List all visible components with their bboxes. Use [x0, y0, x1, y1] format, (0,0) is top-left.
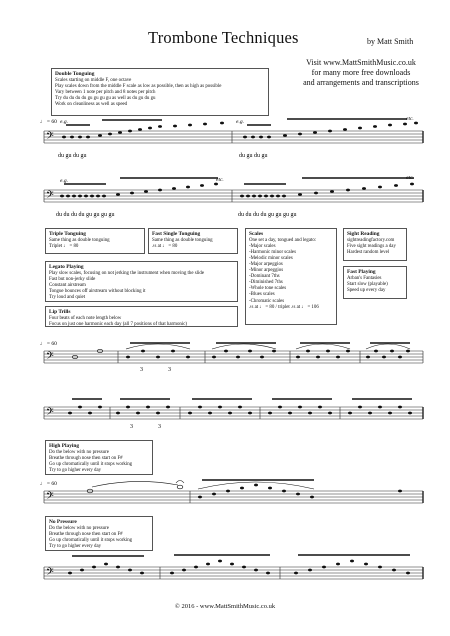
double-tonguing-box	[51, 68, 269, 116]
no-pressure-box	[45, 516, 153, 551]
visit-line: for many more free downloads	[311, 68, 411, 77]
bass-clef-icon: 𝄢	[46, 566, 54, 580]
box-heading: Triple Tonguing	[49, 231, 86, 237]
fast-single-tonguing-box	[148, 228, 238, 254]
sight-reading-box	[343, 228, 407, 261]
box-heading: Fast Playing	[347, 269, 376, 275]
staff-system-4	[0, 395, 450, 431]
box-line: ♪s at ♩ = 80 / triplet ♪s at ♩ = 106	[249, 304, 319, 310]
box-line: Try to go higher every day	[49, 467, 102, 473]
box-line: -Major arpeggios	[249, 261, 283, 267]
box-line: One set a day, tongued and legato:	[249, 237, 317, 243]
staff-system-2	[0, 172, 450, 222]
tempo-marking: ♩ = 60	[40, 119, 57, 125]
box-line: Do the below with no pressure	[49, 525, 109, 531]
eg-label: e.g.	[60, 178, 68, 184]
author: by Matt Smith	[367, 37, 414, 46]
box-line: Four beats of each note length below	[49, 315, 122, 321]
box-line: Breathe through nose then start on F#	[49, 531, 123, 537]
box-line: ♪s at ♩ = 80	[152, 243, 178, 249]
box-line: Try loud and quiet	[49, 294, 86, 300]
bass-clef-icon: 𝄢	[46, 406, 54, 420]
box-line: Same thing as double tonguing	[49, 237, 110, 243]
high-playing-box	[45, 440, 153, 475]
box-line: Do the below with no pressure	[49, 449, 109, 455]
etc-label: etc.	[216, 177, 224, 183]
bass-clef-icon: 𝄢	[46, 350, 54, 364]
box-heading: Double Tonguing	[55, 71, 95, 77]
box-line: Constant airstream	[49, 282, 86, 288]
page-title: Trombone Techniques	[148, 28, 299, 47]
scales-box	[245, 228, 337, 325]
box-heading: Scales	[249, 231, 264, 237]
box-heading: Sight Reading	[347, 231, 380, 237]
box-line: Hardest random level	[347, 249, 390, 255]
box-heading: No Pressure	[49, 519, 77, 525]
box-line: Try du du du du gu gu gu gu as well as du gu du gu	[55, 95, 156, 101]
box-line: -Blues scales	[249, 292, 275, 298]
visit-line: and arrangements and transcriptions	[303, 78, 419, 87]
lip-trills-box	[45, 306, 238, 327]
staff-system-3	[0, 337, 450, 377]
box-line: Fast but non-jerky slide	[49, 276, 96, 282]
triplet-mark: 3	[130, 424, 133, 430]
box-line: -Dominant 7ths	[249, 274, 280, 280]
bass-clef-icon: 𝄢	[46, 490, 54, 504]
triple-tonguing-box	[45, 228, 145, 254]
fast-playing-box	[343, 266, 407, 299]
box-line: -Diminished 7ths	[249, 280, 283, 286]
box-line: Breathe through nose then start on F#	[49, 455, 123, 461]
staff-system-5	[0, 477, 450, 513]
footer: © 2016 - www.MattSmithMusic.co.uk	[174, 603, 276, 610]
triplet-mark: 3	[158, 424, 161, 430]
eg-label: e.g.	[236, 119, 244, 125]
box-line: Go up chromatically until it stops working	[49, 461, 133, 467]
box-line: Start slow (playable)	[347, 281, 388, 287]
box-line: -Melodic minor scales	[249, 255, 293, 261]
box-line: Play scales down from the middle F scale as low as possible, then as high as possible	[55, 83, 222, 89]
box-line: Arban's Fantasies	[347, 275, 382, 281]
box-line: -Minor arpeggios	[249, 268, 284, 274]
staff-system-6	[0, 553, 450, 589]
etc-label: etc.	[406, 116, 414, 122]
staff-system-1	[0, 113, 450, 165]
box-line: Triplet ♩ = 80	[49, 243, 79, 249]
tempo-marking: ♩ = 60	[40, 481, 57, 487]
box-line: Speed up every day	[347, 287, 386, 293]
box-line: Focus on just one harmonic each day (all 7 positions of that harmonic)	[49, 321, 187, 327]
etc-label: etc.	[406, 175, 414, 181]
box-line: Work on cleanliness as well as speed	[55, 101, 128, 107]
triplet-mark: 3	[168, 367, 171, 373]
visit-line: Visit www.MattSmithMusic.co.uk	[306, 58, 416, 67]
box-line: -Whole tone scales	[249, 286, 287, 292]
legato-playing-box	[45, 261, 238, 302]
eg-label: e.g.	[60, 119, 68, 125]
syllables: du gu du gu	[239, 153, 268, 159]
box-line: -Chromatic scales	[249, 298, 285, 304]
triplet-mark: 3	[140, 367, 143, 373]
box-line: Play slow scales, focusing on not jerking the instrument when moving the slide	[49, 270, 204, 276]
box-heading: Legato Playing	[49, 264, 84, 270]
box-heading: Fast Single Tonguing	[152, 231, 201, 237]
visit-info	[286, 58, 436, 88]
box-line: Try to go higher every day	[49, 543, 102, 549]
box-line: Same thing as double tonguing	[152, 237, 213, 243]
box-line: -Harmonic minor scales	[249, 249, 296, 255]
box-line: Tongue bounces off airstream without blocking it	[49, 288, 146, 294]
box-line: Go up chromatically until it stops working	[49, 537, 133, 543]
syllables: du gu du gu	[58, 153, 87, 159]
syllables: du du du du gu gu gu gu	[238, 212, 297, 218]
bass-clef-icon: 𝄢	[46, 189, 54, 203]
box-line: -Major scales	[249, 243, 276, 249]
box-heading: Lip Trills	[49, 309, 71, 315]
box-line: sightreadingfactory.com	[347, 237, 395, 243]
box-line: Scales starting on middle F, one octave	[55, 77, 132, 83]
box-line: Vary between 1 note per pitch and 8 notes per pitch	[55, 89, 156, 95]
bass-clef-icon: 𝄢	[46, 130, 54, 144]
tempo-marking: ♩ = 60	[40, 341, 57, 347]
syllables: du du du du gu gu gu gu	[56, 212, 115, 218]
box-heading: High Playing	[49, 443, 80, 449]
box-line: Five sight readings a day	[347, 243, 396, 249]
